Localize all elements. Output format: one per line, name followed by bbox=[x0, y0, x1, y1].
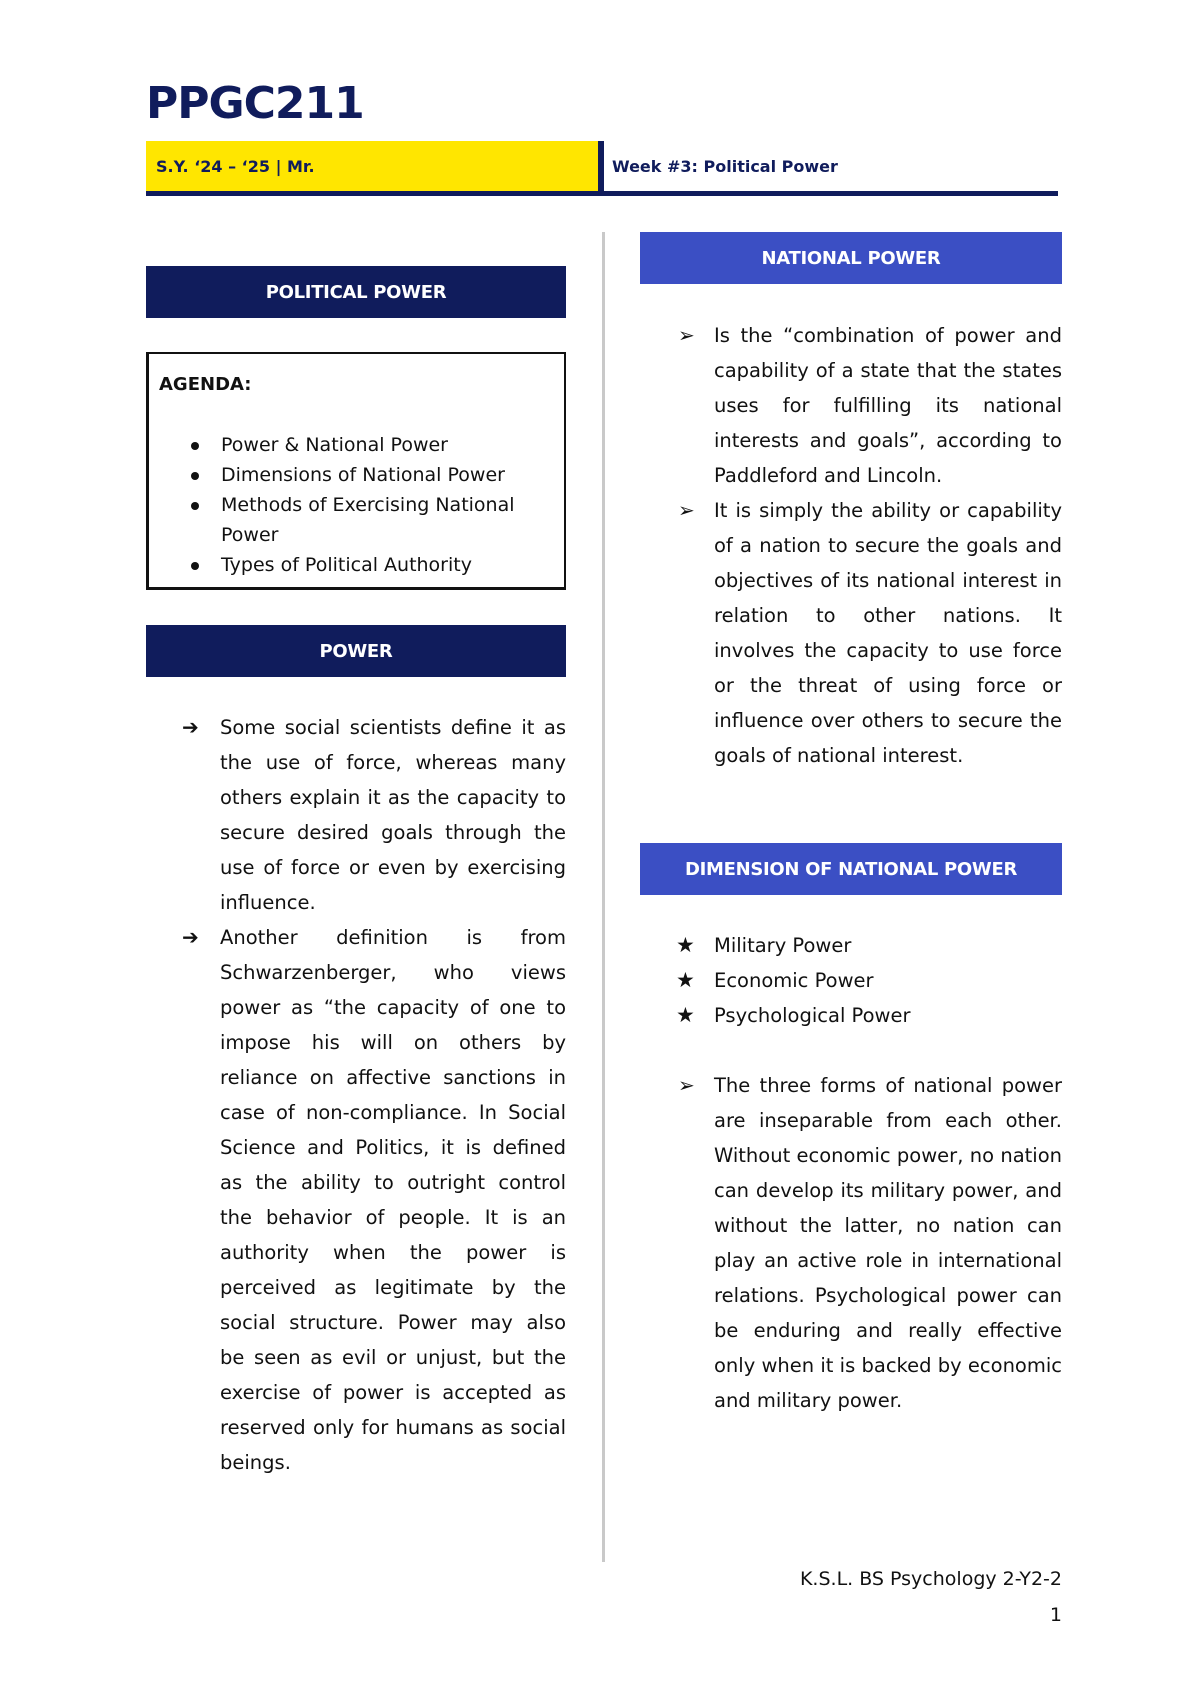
header-separator bbox=[598, 141, 604, 191]
bullet-text: Another definition is from Schwarzenberger, who views power as “the capacity of one to impose his will on others by reliance on affective sanctions in case of non-compliance. In Social Science and Politics, it is defined as the ability to outright control the behavior of people. It is an authority when the power is perceived as legitimate by the social structure. Power may also be seen as evil or unjust, but the exercise of power is accepted as reserved only for humans as social beings. bbox=[220, 926, 566, 1474]
bullet-text: Some social scientists define it as the use of force, whereas many others explain it as the capacity to secure desired goals through the use of force or even by exercising influence. bbox=[220, 716, 566, 914]
national-power-bullet-list bbox=[676, 318, 1062, 773]
course-code-title: PPGC211 bbox=[146, 78, 364, 129]
list-item bbox=[180, 710, 566, 920]
page-number: 1 bbox=[1049, 1604, 1062, 1626]
list-item bbox=[676, 928, 1062, 963]
agenda-item: Types of Political Authority bbox=[189, 550, 529, 580]
agenda-item: Methods of Exercising National Power bbox=[189, 490, 529, 550]
arrowhead-icon: ➢ bbox=[678, 323, 695, 347]
agenda-item: Power & National Power bbox=[189, 430, 529, 460]
header-bar bbox=[146, 141, 1058, 196]
political-power-heading: POLITICAL POWER bbox=[146, 266, 566, 318]
arrow-icon: ➔ bbox=[182, 715, 199, 739]
school-year-label: S.Y. ‘24 – ‘25 | Mr. bbox=[146, 141, 598, 191]
dimension-list bbox=[676, 928, 1062, 1033]
star-icon: ★ bbox=[676, 1003, 695, 1027]
list-item bbox=[180, 920, 566, 1480]
agenda-title: AGENDA: bbox=[159, 374, 252, 395]
star-icon: ★ bbox=[676, 933, 695, 957]
agenda-list bbox=[189, 430, 529, 580]
list-item bbox=[676, 493, 1062, 773]
bullet-text: The three forms of national power are inseparable from each other. Without economic power, no nation can develop its military power, and without the latter, no nation can play an active role in international relations. Psychological power can be enduring and really effective only when it is backed by economic and military power. bbox=[714, 1074, 1062, 1412]
star-icon: ★ bbox=[676, 968, 695, 992]
agenda-box bbox=[146, 352, 566, 590]
dimension-text: Psychological Power bbox=[714, 1004, 911, 1027]
dimension-heading: DIMENSION OF NATIONAL POWER bbox=[640, 843, 1062, 895]
dimension-note-list bbox=[676, 1068, 1062, 1418]
arrow-icon: ➔ bbox=[182, 925, 199, 949]
arrowhead-icon: ➢ bbox=[678, 1073, 695, 1097]
dimension-text: Military Power bbox=[714, 934, 852, 957]
week-label: Week #3: Political Power bbox=[612, 156, 838, 176]
arrowhead-icon: ➢ bbox=[678, 498, 695, 522]
footer-credit: K.S.L. BS Psychology 2-Y2-2 bbox=[799, 1568, 1062, 1590]
list-item bbox=[676, 1068, 1062, 1418]
agenda-item: Dimensions of National Power bbox=[189, 460, 529, 490]
list-item bbox=[676, 963, 1062, 998]
bullet-text: Is the “combination of power and capability of a state that the states uses for fulfilling its national interests and goals”, according to Paddleford and Lincoln. bbox=[714, 324, 1062, 487]
list-item bbox=[676, 998, 1062, 1033]
bullet-text: It is simply the ability or capability of a nation to secure the goals and objectives of its national interest in relation to other nations. It involves the capacity to use force or the threat of using force or influence over others to secure the goals of national interest. bbox=[714, 499, 1062, 767]
power-bullet-list bbox=[180, 710, 566, 1480]
national-power-heading: NATIONAL POWER bbox=[640, 232, 1062, 284]
list-item bbox=[676, 318, 1062, 493]
column-divider bbox=[602, 232, 605, 1562]
dimension-text: Economic Power bbox=[714, 969, 874, 992]
power-heading: POWER bbox=[146, 625, 566, 677]
